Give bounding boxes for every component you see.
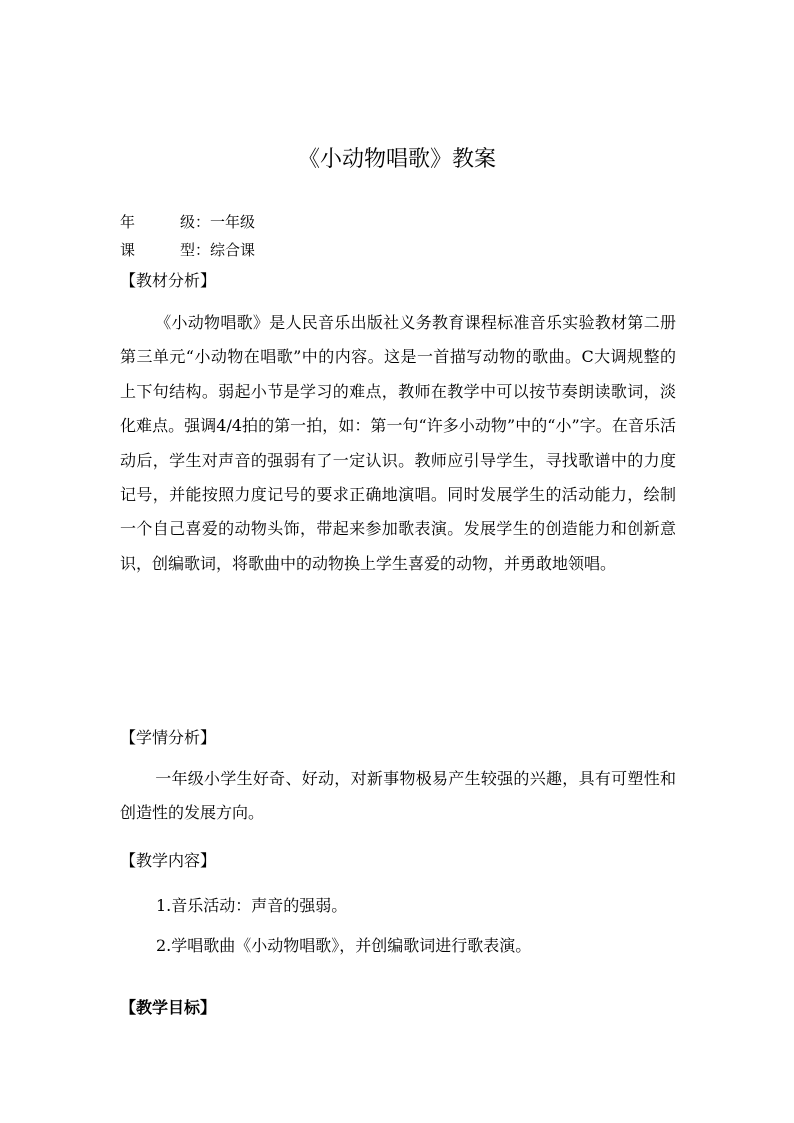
grade-key-b: 级： xyxy=(180,213,211,231)
grade-line xyxy=(120,212,255,232)
student-heading: 【学情分析】 xyxy=(120,728,217,747)
grade-key-a: 年 xyxy=(120,213,136,231)
content-item-1: 1.音乐活动：声音的强弱。 xyxy=(156,896,348,915)
content-heading: 【教学内容】 xyxy=(120,851,217,870)
goals-heading: 【教学目标】 xyxy=(120,998,217,1017)
type-value: 综合课 xyxy=(210,241,256,259)
type-key-b: 型： xyxy=(180,241,211,259)
material-paragraph: 《小动物唱歌》是人民音乐出版社义务教育课程标准音乐实验教材第二册第三单元“小动物在唱歌”中的内容。这是一首描写动物的歌曲。C大调规整的上下句结构。弱起小节是学习的难点，教师在教学中可以按节奏朗读歌词，淡化难点。强调4/4拍的第一拍，如：第一句“许多小动物”中的“小”字。在音乐活动后，学生对声音的强弱有了一定认识。教师应引导学生，寻找歌谱中的力度记号，并能按照力度记号的要求正确地演唱。同时发展学生的活动能力，绘制一个自己喜爱的动物头饰，带起来参加歌表演。发展学生的创造能力和创新意识，创编歌词，将歌曲中的动物换上学生喜爱的动物，并勇敢地领唱。 xyxy=(120,313,676,573)
content-item-2: 2.学唱歌曲《小动物唱歌》，并创编歌词进行歌表演。 xyxy=(156,936,532,955)
type-key-a: 课 xyxy=(120,241,136,259)
document-title: 《小动物唱歌》教案 xyxy=(297,147,496,172)
material-heading: 【教材分析】 xyxy=(120,271,217,290)
student-paragraph: 一年级小学生好奇、好动，对新事物极易产生较强的兴趣，具有可塑性和创造性的发展方向。 xyxy=(120,769,676,823)
type-line xyxy=(120,240,255,260)
grade-value: 一年级 xyxy=(210,213,256,231)
